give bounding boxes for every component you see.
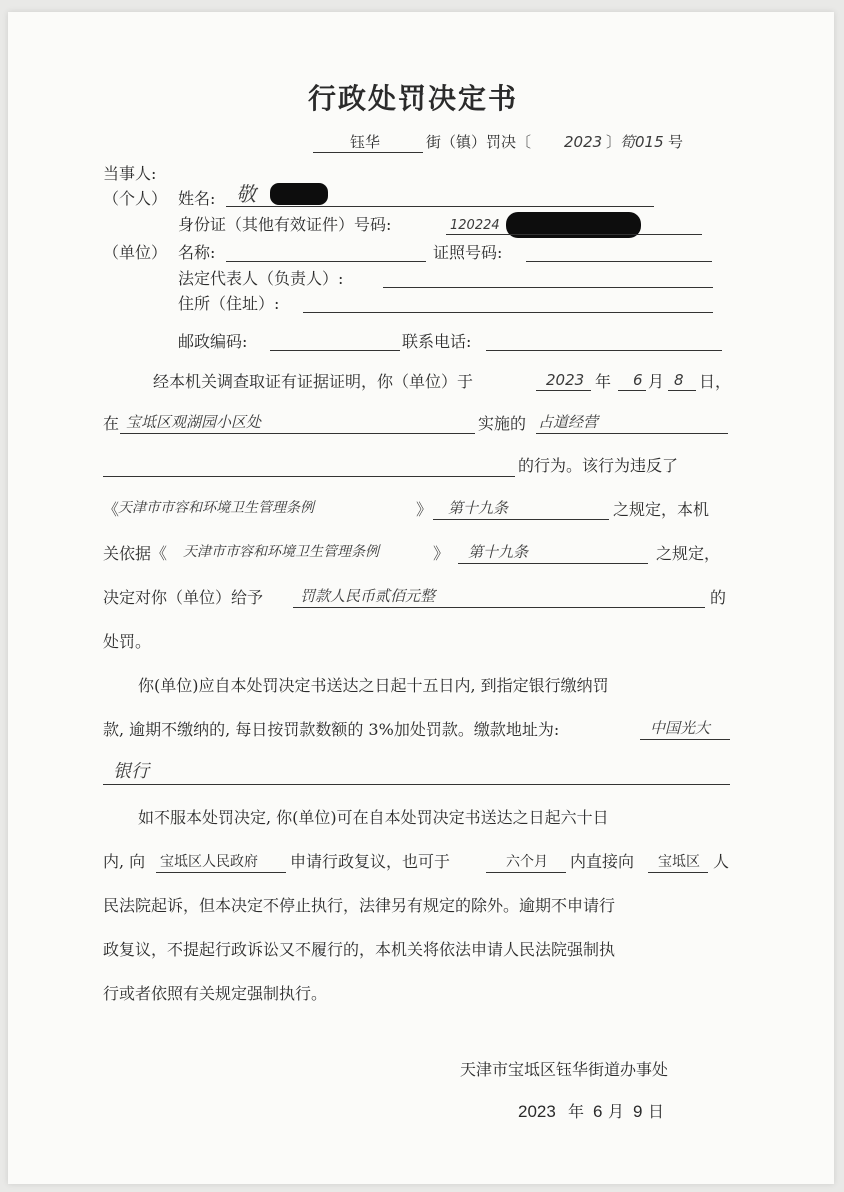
org-underline [226,261,426,262]
doc-street-underline [313,152,423,153]
act-underline [536,433,728,434]
bank-underline-1 [640,739,730,740]
postcode-underline [270,350,400,351]
para3-line2-a: 内, 向 [103,852,146,871]
bank-underline-2 [103,784,730,785]
bank-value-a: 中国光大 [650,719,711,737]
court-area-underline [648,872,708,873]
phone-underline [486,350,722,351]
individual-tag: （个人） [103,189,168,208]
address-label: 住所（住址）: [178,294,280,313]
date-year: 2023 [546,371,585,389]
issue-date-year: 2023 [518,1102,556,1121]
article-2-underline [458,563,648,564]
para1-line1-b: 年 [595,372,612,391]
issue-date-d: 日 [648,1102,665,1121]
para1-line1-d: 日， [699,372,732,391]
org-label: 名称: [178,243,216,262]
law-name-1: 天津市市容和环境卫生管理条例 [118,500,314,516]
date-month-underline [618,390,646,391]
unit-tag: （单位） [103,243,168,262]
para1-line6-b: 的 [710,588,727,607]
para1-line1-a: 经本机关调查取证有证据证明，你（单位）于 [153,372,474,391]
issue-date-m: 月 [608,1102,625,1121]
para1-line5-close: 》 [433,544,450,563]
para2-line1: 你(单位)应自本处罚决定书送达之日起十五日内, 到指定银行缴纳罚 [138,676,609,695]
bank-value-b: 银行 [113,761,149,782]
doc-street: 钰华 [350,133,381,151]
name-underline [226,206,654,207]
doc-suffix-3: 号 [668,133,684,151]
document-title: 行政处罚决定书 [308,82,519,115]
para1-line2-b: 实施的 [478,414,527,433]
id-label: 身份证（其他有效证件）号码: [178,215,392,234]
para3-line3: 民法院起诉，但本决定不停止执行，法律另有规定的除外。逾期不申请行 [103,896,616,915]
para3-line1: 如不服本处罚决定, 你(单位)可在自本处罚决定书送达之日起六十日 [138,808,609,827]
para3-line2-b: 申请行政复议，也可于 [290,852,451,871]
date-year-underline [536,390,591,391]
gov-value: 宝坻区人民政府 [160,854,258,870]
id-underline [446,234,702,235]
para1-line1-c: 月 [648,372,665,391]
doc-year: 2023 [564,133,603,151]
penalty-value: 罚款人民币贰佰元整 [300,587,436,605]
legal-rep-label: 法定代表人（负责人）: [178,269,344,288]
doc-suffix-2: 〕 [606,133,622,151]
para3-line2-c: 内直接向 [570,852,635,871]
issue-date-month: 6 [593,1102,603,1121]
gov-underline [156,872,286,873]
party-heading: 当事人: [103,164,157,183]
para1-line7: 处罚。 [103,632,152,651]
para1-line5-a: 关依据《 [103,544,168,563]
place-value: 宝坻区观湖园小区处 [126,413,262,431]
line3-underline [103,476,515,477]
months-underline [486,872,566,873]
license-underline [526,261,712,262]
para3-line2-d: 人 [713,852,730,871]
article-2: 第十九条 [468,543,529,561]
act-value: 占道经营 [538,413,599,431]
doc-suffix: 街（镇）罚决〔 [426,133,532,151]
issuing-org: 天津市宝坻区钰华街道办事处 [460,1060,669,1079]
name-redaction [270,183,328,205]
name-label: 姓名: [178,189,216,208]
date-day-underline [668,390,696,391]
decision-document [8,12,834,1184]
postcode-label: 邮政编码: [178,332,248,351]
date-day: 8 [674,371,684,389]
name-value: 敬 [236,182,256,206]
para1-line5-b: 之规定， [656,544,721,563]
article-1: 第十九条 [448,499,509,517]
id-value: 120224 [450,218,500,233]
place-underline [120,433,475,434]
para1-line6-a: 决定对你（单位）给予 [103,588,264,607]
para1-line4-open: 《 [103,500,120,519]
article-1-underline [433,519,609,520]
para1-line3: 的行为。该行为违反了 [518,456,679,475]
para1-line4-b: 之规定，本机 [613,500,710,519]
para3-line4: 政复议，不提起行政诉讼又不履行的，本机关将依法申请人民法院强制执 [103,940,616,959]
legal-rep-underline [383,287,713,288]
para1-line4-close: 》 [416,500,433,519]
months-value: 六个月 [506,854,548,870]
para2-line2: 款, 逾期不缴纳的, 每日按罚款数额的 3%加处罚款。缴款地址为: [103,720,560,739]
issue-date-y: 年 [568,1102,585,1121]
license-label: 证照号码: [433,243,503,262]
para3-line5: 行或者依照有关规定强制执行。 [103,984,328,1003]
date-month: 6 [633,371,643,389]
law-name-2: 天津市市容和环境卫生管理条例 [183,544,379,560]
phone-label: 联系电话: [402,332,472,351]
address-underline [303,312,713,313]
doc-number: 筍015 [620,133,664,151]
penalty-underline [293,607,705,608]
issue-date-day: 9 [633,1102,643,1121]
para1-line2-a: 在 [103,414,120,433]
court-area-value: 宝坻区 [658,854,700,870]
